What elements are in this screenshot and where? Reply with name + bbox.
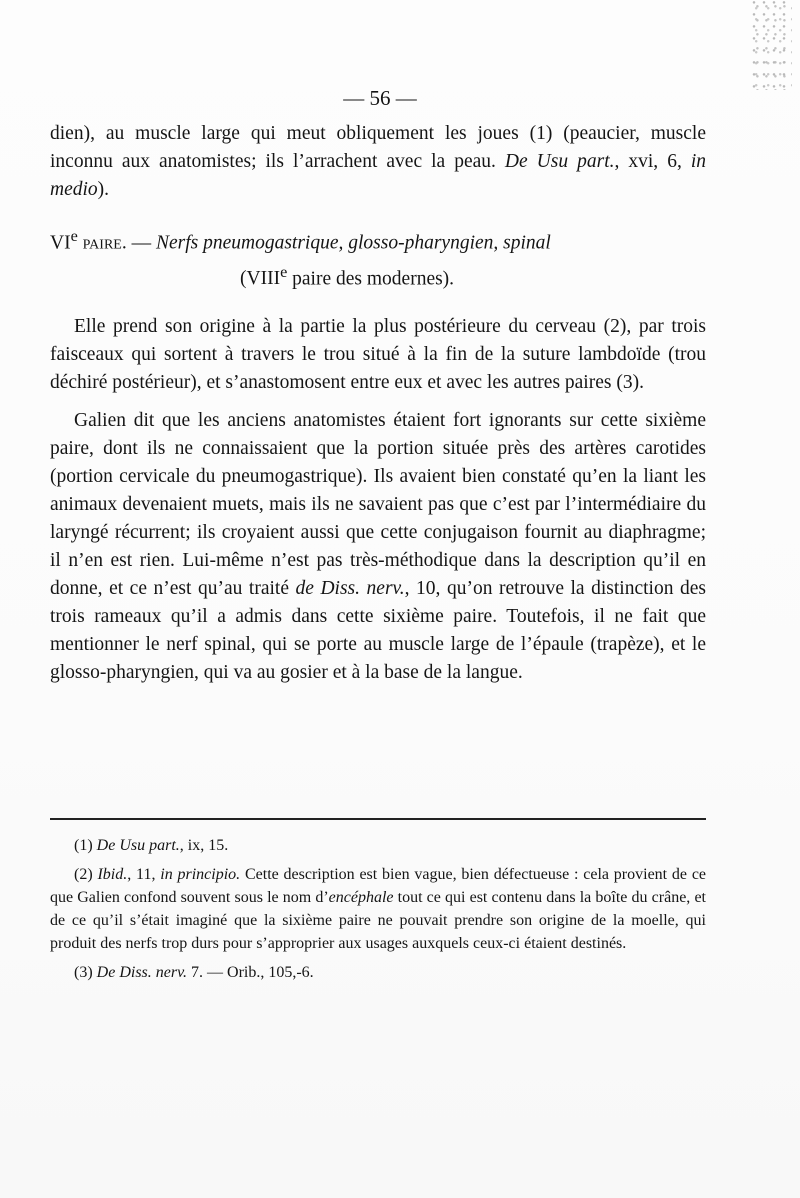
- footnote-3: [50, 961, 706, 984]
- footnote-1-text: , ix, 15.: [179, 837, 229, 854]
- footnote-1-number: (1): [74, 837, 97, 854]
- footnote-3-number: (3): [74, 964, 97, 981]
- heading-tail-a: (VIII: [240, 268, 281, 289]
- paragraph-3: [50, 407, 706, 687]
- footnote-2: [50, 863, 706, 955]
- footnote-2-italic-c: encéphale: [328, 889, 394, 906]
- scan-speckle: [752, 0, 792, 90]
- footnote-3-text: 7. — Orib., 105,-6.: [187, 964, 314, 981]
- heading-tail-b: paire des modernes).: [287, 268, 455, 289]
- footnote-2-italic-a: Ibid.: [97, 866, 128, 883]
- paragraph-1-text-b: , xvi, 6,: [614, 151, 691, 172]
- paragraph-3-text-b: , 10, qu’on retrouve la distinction des trois rameaux qu’il a admis dans cette sixième paire. Toutefois, il ne fait que mentionner le nerf spinal, qui se porte au muscle large de l’épaule (trapèze), et le glosso-pharyngien, qui va au gosier et à la base de la langue.: [50, 578, 706, 683]
- paragraph-1-italic-b: in medio: [50, 151, 707, 200]
- paragraph-1-italic-a: De Usu part.: [504, 151, 615, 172]
- paragraph-2: Elle prend son origine à la partie la plus postérieure du cerveau (2), par trois faisceaux qui sortent à travers le trou situé à la fin de la suture lambdoïde (trou déchiré postérieur), et s’anastomosent entre eux et avec les autres paires (3).: [50, 316, 706, 393]
- footnote-2-text-a: , 11,: [127, 866, 161, 883]
- heading-title: Nerfs pneumogastrique, glosso-pharyngien, spinal: [155, 232, 551, 254]
- heading-sup: e: [70, 227, 78, 245]
- paragraph-1: [50, 120, 706, 204]
- footnote-rule: [50, 818, 706, 820]
- footnote-1-italic: De Usu part.: [96, 837, 180, 854]
- paragraph-3-italic: de Diss. nerv.: [295, 578, 405, 599]
- heading-numeral: VI: [50, 232, 71, 254]
- footnote-2-italic-b: in principio.: [160, 866, 241, 883]
- footnote-3-italic: De Diss. nerv.: [96, 964, 188, 981]
- page-number: — 56 —: [343, 86, 417, 110]
- main-text: [50, 120, 706, 697]
- paragraph-1-text-c: ).: [97, 179, 110, 200]
- footnote-2-number: (2): [74, 866, 98, 883]
- footnote-2-text-b: Cette description est bien vague, bien défectueuse : cela provient de ce que Galien confond souvent sous le nom d’: [50, 866, 707, 906]
- paragraph-1-text-a: dien), au muscle large qui meut obliquement les joues (1) (peaucier, muscle inconnu aux anatomistes; ils l’arrachent avec la peau.: [50, 123, 706, 172]
- section-heading: [50, 222, 706, 293]
- heading-label: paire. —: [77, 232, 156, 254]
- paragraph-3-text-a: Galien dit que les anciens anatomistes étaient fort ignorants sur cette sixième paire, dont ils ne connaissaient que la portion située près des artères carotides (portion cervicale du pneumogastrique). Ils avaient bien constaté qu’en la liant les animaux devenaient muets, mais ils ne savaient pas que c’est par l’intermédiaire du laryngé récurrent; ils croyaient aussi que cette conjugaison fournit au diaphragme; il n’en est rien. Lui-même n’est pas très-méthodique dans la description qu’il en donne, et ce n’est qu’au traité: [50, 410, 706, 599]
- footnotes: [50, 834, 706, 990]
- footnote-1: [50, 834, 706, 857]
- heading-tail-sup: e: [280, 262, 288, 281]
- footnote-2-text-c: tout ce qui est contenu dans la boîte du crâne, et de ce qu’il s’était imaginé que la sixième paire ne pouvait prendre son origine de la moelle, qui produit des nerfs trop durs pour s’approprier aux usages auxquels ceux-ci étaient destinés.: [50, 889, 706, 952]
